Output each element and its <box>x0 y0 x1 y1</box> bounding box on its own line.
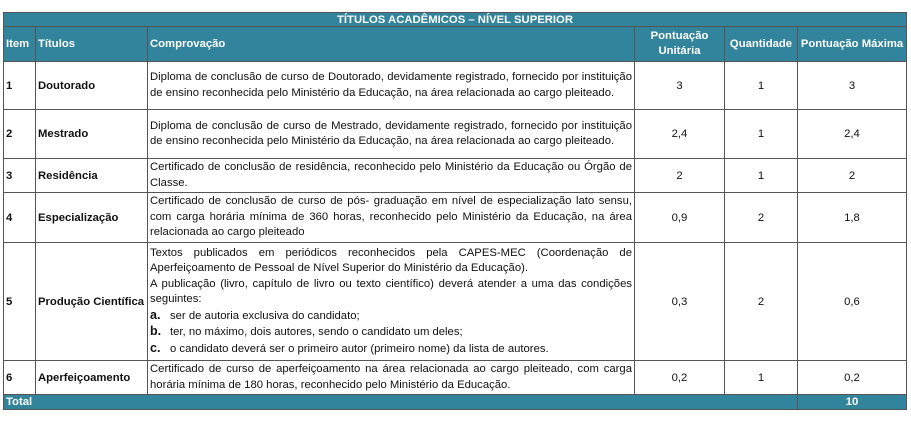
row-maxima: 0,2 <box>798 361 907 395</box>
header-row <box>4 27 907 62</box>
row-item: 1 <box>4 62 36 110</box>
table-row <box>4 62 907 110</box>
condition-text: ter, no máximo, dois autores, sendo o candidato um deles; <box>170 326 463 339</box>
table-row <box>4 193 907 243</box>
header-pontuacao-maxima: Pontuação Máxima <box>798 27 907 62</box>
row-item: 3 <box>4 159 36 193</box>
row-comprovacao: Certificado de conclusão de curso de pós- graduação em nível de especialização lato sensu, com carga horária mínima de 360 horas, reconhecido pelo Ministério da Educação, na área relacionada ao cargo pleiteado <box>148 193 635 243</box>
header-quantidade: Quantidade <box>725 27 798 62</box>
row-quantidade: 1 <box>725 361 798 395</box>
titulos-table <box>3 12 907 410</box>
row-quantidade: 1 <box>725 62 798 110</box>
condition-letter: b. <box>150 324 162 339</box>
row-quantidade: 1 <box>725 110 798 159</box>
row-quantidade: 2 <box>725 193 798 243</box>
condition-a <box>150 308 632 325</box>
row-titulo: Mestrado <box>36 110 148 159</box>
table-title: TÍTULOS ACADÊMICOS – NÍVEL SUPERIOR <box>4 13 907 27</box>
condition-b <box>150 324 632 341</box>
row-unitaria: 0,9 <box>635 193 725 243</box>
row-item: 5 <box>4 243 36 361</box>
total-label: Total <box>4 395 798 410</box>
table-row <box>4 159 907 193</box>
row-quantidade: 1 <box>725 159 798 193</box>
row-unitaria: 2 <box>635 159 725 193</box>
row-comprovacao: Certificado de conclusão de residência, reconhecido pelo Ministério da Educação ou Órgão de Classe. <box>148 159 635 193</box>
header-comprovacao: Comprovação <box>148 27 635 62</box>
header-item: Item <box>4 27 36 62</box>
row-titulo: Doutorado <box>36 62 148 110</box>
row-item: 4 <box>4 193 36 243</box>
total-value: 10 <box>798 395 907 410</box>
comprovacao-intro2: A publicação (livro, capítulo de livro ou texto científico) deverá atender a uma das condições seguintes: <box>150 277 632 306</box>
row-comprovacao: Certificado de curso de aperfeiçoamento na área relacionada ao cargo pleiteado, com carga horária mínima de 180 horas, reconhecido pelo Ministério da Educação. <box>148 361 635 395</box>
table-row <box>4 243 907 361</box>
header-pontuacao-unitaria: Pontuação Unitária <box>635 27 725 62</box>
row-comprovacao: Diploma de conclusão de curso de Doutorado, devidamente registrado, fornecido por instituição de ensino reconhecida pelo Ministério da Educação, na área relacionada ao cargo pleiteado. <box>148 62 635 110</box>
row-unitaria: 2,4 <box>635 110 725 159</box>
row-comprovacao <box>148 243 635 361</box>
row-unitaria: 0,3 <box>635 243 725 361</box>
row-maxima: 1,8 <box>798 193 907 243</box>
row-item: 6 <box>4 361 36 395</box>
row-titulo: Residência <box>36 159 148 193</box>
row-unitaria: 0,2 <box>635 361 725 395</box>
row-maxima: 2 <box>798 159 907 193</box>
row-titulo: Especialização <box>36 193 148 243</box>
row-maxima: 0,6 <box>798 243 907 361</box>
condition-letter: c. <box>150 340 161 355</box>
condition-c <box>150 341 632 358</box>
table-row <box>4 110 907 159</box>
table-row <box>4 361 907 395</box>
row-titulo: Produção Científica <box>36 243 148 361</box>
row-titulo: Aperfeiçoamento <box>36 361 148 395</box>
total-row <box>4 395 907 410</box>
row-maxima: 2,4 <box>798 110 907 159</box>
row-maxima: 3 <box>798 62 907 110</box>
condition-text: o candidato deverá ser o primeiro autor (primeiro nome) da lista de autores. <box>170 342 549 355</box>
row-item: 2 <box>4 110 36 159</box>
row-unitaria: 3 <box>635 62 725 110</box>
comprovacao-intro: Textos publicados em periódicos reconhecidos pela CAPES-MEC (Coordenação de Aperfeiçoamento de Pessoal de Nível Superior do Ministério da Educação). <box>150 246 632 275</box>
row-comprovacao: Diploma de conclusão de curso de Mestrado, devidamente registrado, fornecido por instituição de ensino reconhecida pelo Ministério da Educação, na área relacionada ao cargo pleiteado. <box>148 110 635 159</box>
condition-letter: a. <box>150 307 161 322</box>
condition-text: ser de autoria exclusiva do candidato; <box>170 309 360 322</box>
table-title-row <box>4 13 907 27</box>
header-titulos: Títulos <box>36 27 148 62</box>
row-quantidade: 2 <box>725 243 798 361</box>
